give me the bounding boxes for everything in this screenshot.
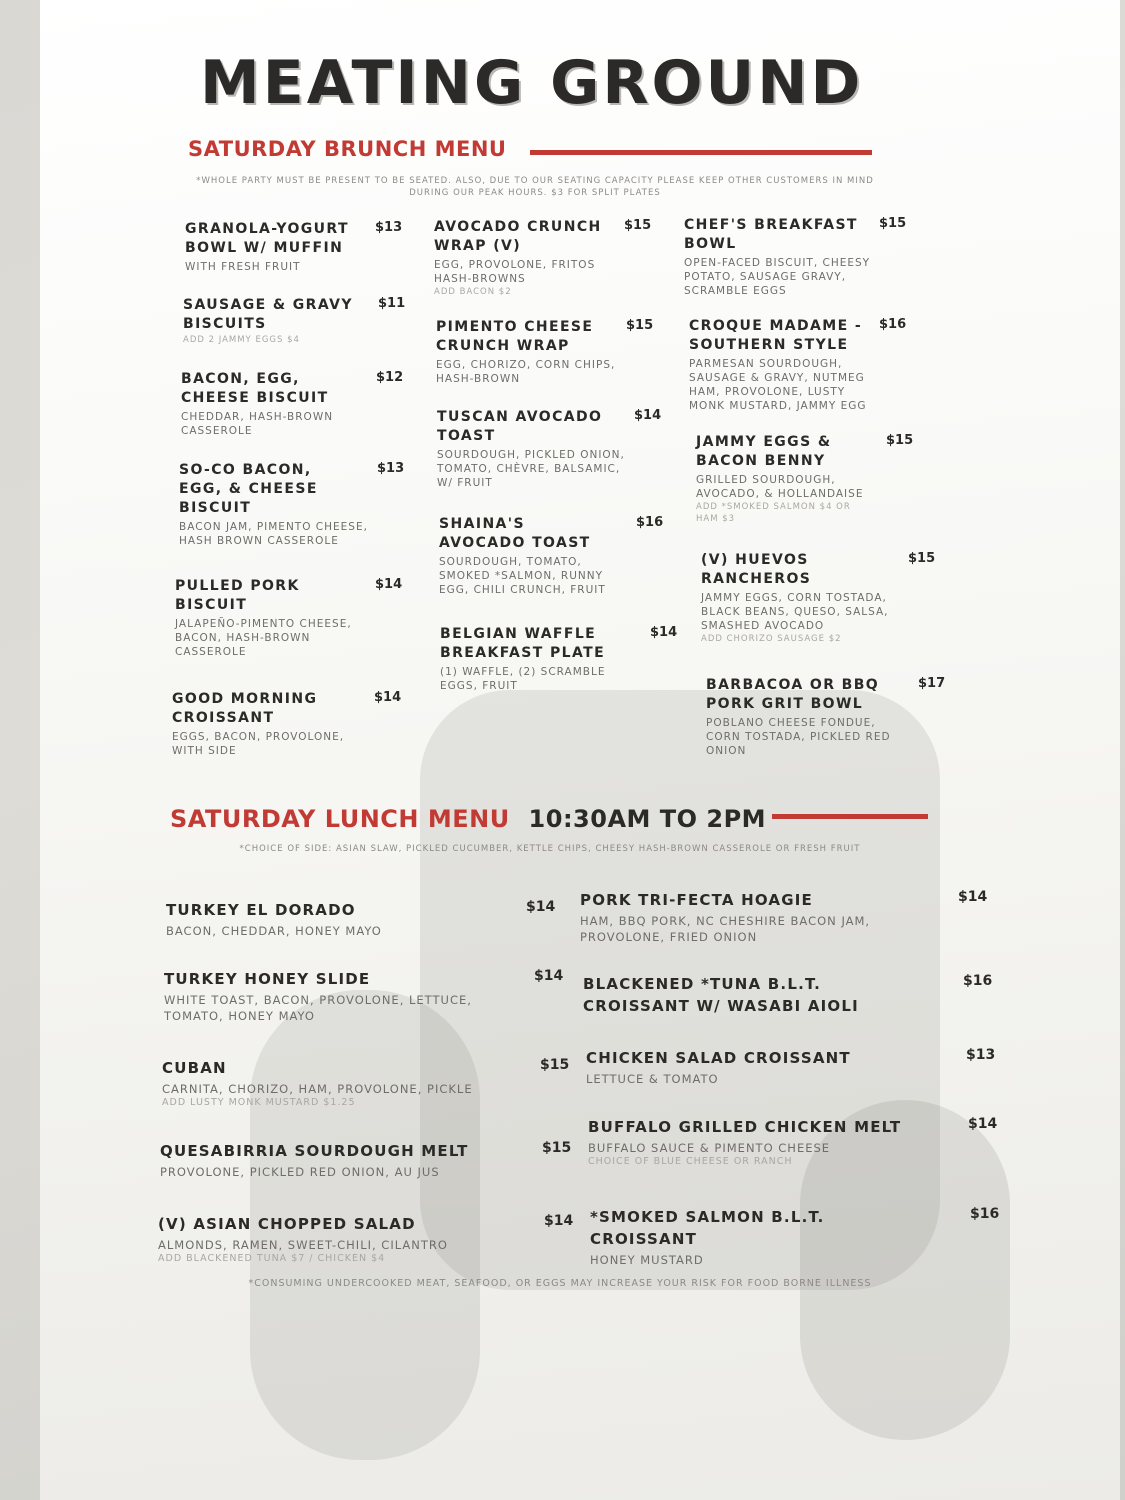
item-name: BELGIAN WAFFLE BREAKFAST PLATE bbox=[440, 626, 606, 661]
brunch-heading-rule bbox=[530, 150, 872, 155]
item-description: HONEY MUSTARD bbox=[590, 1253, 704, 1267]
item-name: CROQUE MADAME - SOUTHERN STYLE bbox=[689, 318, 863, 353]
brunch-menu-item bbox=[179, 461, 437, 548]
item-name: TUSCAN AVOCADO TOAST bbox=[437, 409, 603, 444]
item-name: GRANOLA-YOGURT BOWL W/ MUFFIN bbox=[185, 221, 349, 256]
item-description: CARNITA, CHORIZO, HAM, PROVOLONE, PICKLE bbox=[162, 1082, 473, 1096]
item-price: $16 bbox=[963, 973, 993, 989]
item-price: $15 bbox=[879, 216, 907, 231]
item-price: $15 bbox=[624, 218, 652, 233]
lunch-menu-item bbox=[160, 1140, 602, 1180]
brunch-menu-item bbox=[696, 433, 946, 525]
brunch-menu-item bbox=[175, 577, 435, 659]
brunch-menu-item bbox=[434, 218, 684, 298]
item-name: PORK TRI-FECTA HOAGIE bbox=[580, 891, 813, 909]
item-name: TURKEY EL DORADO bbox=[166, 901, 356, 919]
item-description: SOURDOUGH, TOMATO, SMOKED *SALMON, RUNNY EGG, CHILI CRUNCH, FRUIT bbox=[439, 556, 606, 596]
item-name: (V) HUEVOS RANCHEROS bbox=[701, 552, 812, 587]
item-price: $14 bbox=[374, 690, 402, 705]
item-name: BARBACOA OR BBQ PORK GRIT BOWL bbox=[706, 677, 880, 712]
item-description: EGG, PROVOLONE, FRITOS HASH-BROWNS bbox=[434, 259, 596, 285]
lunch-menu-item bbox=[590, 1206, 1030, 1268]
item-price: $14 bbox=[534, 968, 564, 984]
item-price: $14 bbox=[544, 1213, 574, 1229]
lunch-note: *CHOICE OF SIDE: ASIAN SLAW, PICKLED CUCUMBER, KETTLE CHIPS, CHEESY HASH-BROWN CASSEROLE OR FRESH FRUIT bbox=[239, 844, 861, 854]
brunch-menu-item bbox=[684, 216, 939, 298]
item-price: $15 bbox=[540, 1057, 570, 1073]
item-description: HAM, BBQ PORK, NC CHESHIRE BACON JAM, PROVOLONE, FRIED ONION bbox=[580, 914, 871, 944]
item-description: LETTUCE & TOMATO bbox=[586, 1072, 719, 1086]
item-name: SAUSAGE & GRAVY BISCUITS bbox=[183, 297, 353, 332]
item-description: PARMESAN SOURDOUGH, SAUSAGE & GRAVY, NUTMEG HAM, PROVOLONE, LUSTY MONK MUSTARD, JAMMY EGG bbox=[689, 358, 867, 412]
item-price: $14 bbox=[958, 889, 988, 905]
lunch-menu-item bbox=[166, 899, 586, 939]
item-price: $15 bbox=[626, 318, 654, 333]
brunch-note: *WHOLE PARTY MUST BE PRESENT TO BE SEATED. ALSO, DUE TO OUR SEATING CAPACITY PLEASE KEEP OTHER CUSTOMERS IN MIND DURING OUR PEAK HOURS. $3 FOR SPLIT PLATES bbox=[196, 176, 874, 198]
item-description: ALMONDS, RAMEN, SWEET-CHILI, CILANTRO bbox=[158, 1238, 448, 1252]
lunch-heading-rule bbox=[772, 814, 928, 819]
lunch-heading-title: SATURDAY LUNCH MENU bbox=[170, 805, 510, 833]
item-description: JAMMY EGGS, CORN TOSTADA, BLACK BEANS, QUESO, SALSA, SMASHED AVOCADO bbox=[701, 592, 889, 632]
lunch-menu-item bbox=[583, 973, 1023, 1017]
item-add-on: CHOICE OF BLUE CHEESE OR RANCH bbox=[588, 1156, 793, 1167]
lunch-menu-item bbox=[586, 1047, 1026, 1087]
item-name: TURKEY HONEY SLIDE bbox=[164, 970, 371, 988]
item-description: WITH FRESH FRUIT bbox=[185, 261, 301, 273]
item-add-on: ADD BACON $2 bbox=[434, 287, 512, 297]
item-price: $16 bbox=[636, 515, 664, 530]
brunch-menu-item bbox=[181, 370, 436, 438]
item-price: $14 bbox=[650, 625, 678, 640]
item-name: SO-CO BACON, EGG, & CHEESE BISCUIT bbox=[179, 462, 318, 516]
item-description: SOURDOUGH, PICKLED ONION, TOMATO, CHÈVRE, BALSAMIC, W/ FRUIT bbox=[437, 449, 625, 489]
item-description: EGG, CHORIZO, CORN CHIPS, HASH-BROWN bbox=[436, 359, 616, 385]
item-name: BLACKENED *TUNA B.L.T. CROISSANT W/ WASABI AIOLI bbox=[583, 975, 859, 1015]
item-name: SHAINA'S AVOCADO TOAST bbox=[439, 516, 591, 551]
lunch-menu-item bbox=[162, 1057, 600, 1109]
lunch-hours: 10:30AM TO 2PM bbox=[528, 805, 767, 833]
brunch-menu-item bbox=[172, 690, 434, 758]
item-description: BACON, CHEDDAR, HONEY MAYO bbox=[166, 924, 382, 938]
lunch-menu-item bbox=[580, 889, 1018, 945]
item-price: $13 bbox=[375, 220, 403, 235]
item-description: POBLANO CHEESE FONDUE, CORN TOSTADA, PICKLED RED ONION bbox=[706, 717, 891, 757]
item-add-on: ADD LUSTY MONK MUSTARD $1.25 bbox=[162, 1097, 356, 1108]
item-add-on: ADD BLACKENED TUNA $7 / CHICKEN $4 bbox=[158, 1253, 386, 1264]
item-price: $14 bbox=[526, 899, 556, 915]
item-price: $15 bbox=[908, 551, 936, 566]
brunch-menu-item bbox=[185, 220, 435, 274]
item-price: $15 bbox=[886, 433, 914, 448]
item-name: PIMENTO CHEESE CRUNCH WRAP bbox=[436, 319, 594, 354]
item-description: BACON JAM, PIMENTO CHEESE, HASH BROWN CASSEROLE bbox=[179, 521, 368, 547]
item-price: $13 bbox=[377, 461, 405, 476]
brunch-menu-item bbox=[706, 676, 978, 758]
item-description: BUFFALO SAUCE & PIMENTO CHEESE bbox=[588, 1141, 831, 1155]
item-name: (V) ASIAN CHOPPED SALAD bbox=[158, 1215, 416, 1233]
item-price: $15 bbox=[542, 1140, 572, 1156]
item-name: CHEF'S BREAKFAST BOWL bbox=[684, 217, 858, 252]
item-add-on: ADD *SMOKED SALMON $4 OR HAM $3 bbox=[696, 502, 851, 524]
brunch-menu-item bbox=[436, 318, 686, 386]
lunch-heading bbox=[170, 805, 766, 833]
item-description: CHEDDAR, HASH-BROWN CASSEROLE bbox=[181, 411, 334, 437]
item-description: GRILLED SOURDOUGH, AVOCADO, & HOLLANDAISE bbox=[696, 474, 864, 500]
item-name: BACON, EGG, CHEESE BISCUIT bbox=[181, 371, 329, 406]
lunch-menu-item bbox=[158, 1213, 604, 1265]
item-price: $16 bbox=[970, 1206, 1000, 1222]
lunch-menu-item bbox=[164, 968, 594, 1024]
item-add-on: ADD 2 JAMMY EGGS $4 bbox=[183, 335, 300, 345]
item-name: *SMOKED SALMON B.L.T. CROISSANT bbox=[590, 1208, 825, 1248]
item-price: $14 bbox=[634, 408, 662, 423]
item-description: WHITE TOAST, BACON, PROVOLONE, LETTUCE, TOMATO, HONEY MAYO bbox=[164, 993, 472, 1023]
item-description: JALAPEÑO-PIMENTO CHEESE, BACON, HASH-BROWN CASSEROLE bbox=[175, 618, 352, 658]
item-price: $14 bbox=[968, 1116, 998, 1132]
restaurant-title: MEATING GROUND bbox=[200, 48, 864, 118]
item-price: $14 bbox=[375, 577, 403, 592]
brunch-heading: SATURDAY BRUNCH MENU bbox=[188, 137, 507, 161]
item-name: BUFFALO GRILLED CHICKEN MELT bbox=[588, 1118, 902, 1136]
item-name: CUBAN bbox=[162, 1059, 227, 1077]
item-description: EGGS, BACON, PROVOLONE, WITH SIDE bbox=[172, 731, 345, 757]
item-description: OPEN-FACED BISCUIT, CHEESY POTATO, SAUSAGE GRAVY, SCRAMBLE EGGS bbox=[684, 257, 871, 297]
item-price: $12 bbox=[376, 370, 404, 385]
footer-warning: *CONSUMING UNDERCOOKED MEAT, SEAFOOD, OR EGGS MAY INCREASE YOUR RISK FOR FOOD BORNE ILLNESS bbox=[248, 1278, 872, 1289]
brunch-menu-item bbox=[701, 551, 968, 645]
item-name: JAMMY EGGS & BACON BENNY bbox=[696, 434, 832, 469]
item-price: $17 bbox=[918, 676, 946, 691]
item-price: $13 bbox=[966, 1047, 996, 1063]
item-name: CHICKEN SALAD CROISSANT bbox=[586, 1049, 851, 1067]
item-name: GOOD MORNING CROISSANT bbox=[172, 691, 318, 726]
brunch-menu-item bbox=[440, 625, 710, 693]
item-name: PULLED PORK BISCUIT bbox=[175, 578, 300, 613]
item-name: QUESABIRRIA SOURDOUGH MELT bbox=[160, 1142, 469, 1160]
brunch-menu-item bbox=[439, 515, 696, 597]
lunch-menu-item bbox=[588, 1116, 1028, 1168]
brunch-menu-item bbox=[689, 317, 939, 413]
item-price: $16 bbox=[879, 317, 907, 332]
brunch-menu-item bbox=[183, 296, 438, 346]
item-add-on: ADD CHORIZO SAUSAGE $2 bbox=[701, 634, 842, 644]
item-name: AVOCADO CRUNCH WRAP (V) bbox=[434, 219, 602, 254]
item-description: (1) WAFFLE, (2) SCRAMBLE EGGS, FRUIT bbox=[440, 666, 606, 692]
item-price: $11 bbox=[378, 296, 406, 311]
brunch-menu-item bbox=[437, 408, 694, 490]
item-description: PROVOLONE, PICKLED RED ONION, AU JUS bbox=[160, 1165, 440, 1179]
